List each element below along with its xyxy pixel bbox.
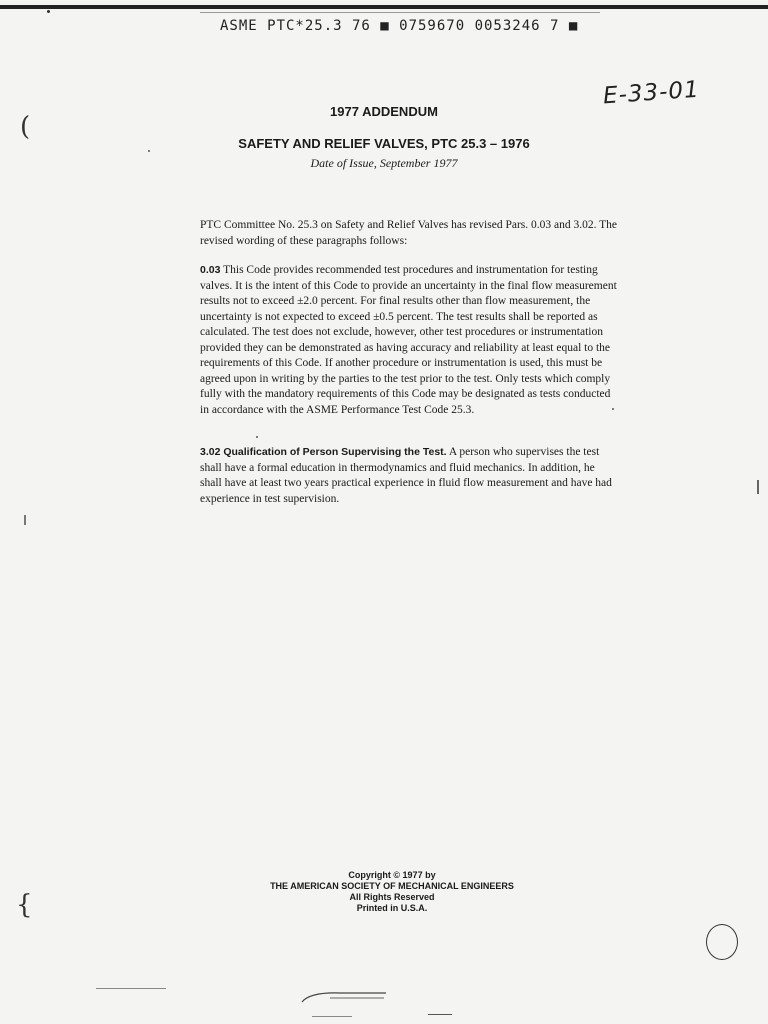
paragraph-heading: Qualification of Person Supervising the Test. [223,446,447,458]
document-code-header: ASME PTC*25.3 76 ■ 0759670 0053246 7 ■ [220,18,579,34]
scan-curve-mark [300,990,390,1004]
copyright-line: Copyright © 1977 by [348,870,436,880]
punch-hole-circle [706,924,738,960]
scan-mark-right [757,480,759,494]
paragraph-0-03 [200,263,618,418]
rights-line: All Rights Reserved [349,892,435,902]
binding-mark-top: ( [20,112,31,142]
paragraph-3-02 [200,445,618,507]
scan-speck [256,436,258,438]
paragraph-text: This Code provides recommended test procedures and instrumentation for testing valves. It is the intent of this Code to provide an uncertainty in the final flow measurement results not to exceed ±2.0 percent. For final results other than flow measurement, the uncertainty is not expected to exceed ±0.5 percent. The test results shall be reported as calculated. The test does not exclude, however, other test procedures or instrumentation provided they can be demonstrated as having accuracy and reliability at least equal to the requirements of this Code. If another procedure or instrumentation is used, this must be agreed upon in writing by the parties to the test prior to the test. Only tests which comply fully with the mandatory requirements of this Code may be designated as tests conducted in accordance with the ASME Performance Test Code 25.3. [200,264,617,416]
scan-dash [96,988,166,989]
scan-mark-left [24,515,26,525]
issue-date: Date of Issue, September 1977 [310,156,458,170]
paragraph-number: 0.03 [200,264,221,276]
paragraph-number: 3.02 [200,446,221,458]
printed-line: Printed in U.S.A. [356,903,428,913]
intro-paragraph: PTC Committee No. 25.3 on Safety and Relief Valves has revised Pars. 0.03 and 3.02. The revised wording of these paragraphs follows: [200,219,618,247]
scan-speck [148,150,150,152]
top-border-rule [0,5,768,9]
scan-speck [612,408,614,410]
binding-mark-bottom: { [16,890,33,920]
copyright-block [0,870,768,914]
top-thin-rule [200,12,600,13]
scan-dash [312,1016,352,1017]
handwritten-annotation: E-33-01 [602,76,701,110]
document-title: 1977 ADDENDUM [330,104,438,119]
paragraph-text: A person who supervises the test shall have a formal education in thermodynamics and fluid mechanics. In addition, he shall have at least two years practical experience in fluid flow measurement and have had experience in test supervision. [200,446,612,505]
publisher-name: THE AMERICAN SOCIETY OF MECHANICAL ENGINEERS [270,881,514,891]
scan-speck [47,10,50,13]
document-subtitle: SAFETY AND RELIEF VALVES, PTC 25.3 – 1976 [238,136,530,151]
scan-dash [428,1014,452,1015]
